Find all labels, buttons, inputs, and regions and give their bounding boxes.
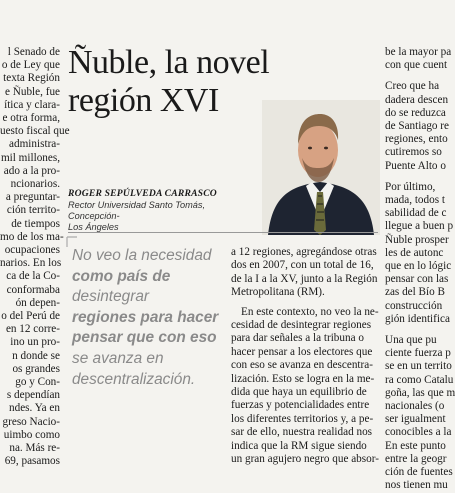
text-line: que en lo lógic [385,260,452,273]
text-line: ser igualment [385,413,446,426]
text-line [385,72,450,80]
text-line: texta Región [3,72,60,85]
byline-affiliation [68,200,258,233]
text-line: de la I a la XV, junto a la Región [231,272,378,285]
text-line: cutiremos so [385,146,442,159]
headline-line: Ñuble, la novel [68,44,270,81]
section-divider [68,232,378,233]
text-line: ción de fuentes [385,466,453,479]
text-line: a preguntar- [5,191,60,204]
text-line: os grandes [12,362,60,375]
text-line: ado a la pro- [3,164,60,177]
text-line: conformaba [6,283,60,296]
text-line: mada, todos t [385,194,445,207]
pull-quote-line: regiones para hacer [72,308,219,326]
text-line: Metropolitana (RM). [231,286,325,299]
text-line: mil millones, [0,151,60,164]
text-line: mo de los ma- [0,230,64,243]
text-line: dadera descen [385,93,449,106]
text-line: do se reduzca [385,106,446,119]
text-line: ra como Catalu [385,373,454,386]
text-line: zas del Bío B [385,286,445,299]
text-line: nacionales (o [385,400,445,413]
text-line: go y Con- [15,376,60,389]
text-line: lización. Esto se logra en la me- [231,372,375,385]
text-line: se en un territo [385,360,452,373]
text-line: nos tienen mu [385,479,448,492]
text-line: ón depen- [15,296,60,309]
text-line: cesidad de desintegrar regiones [231,319,372,332]
text-line: les de autonc [385,246,444,259]
pull-quote-line: descentralización. [72,370,196,388]
affiliation-line: Los Ángeles [68,222,119,232]
pull-quote-line: No veo la necesidad [72,247,212,264]
text-line: narios. En los [0,257,62,270]
text-line: dida que haya un equilibrio de [231,386,367,399]
text-line: greso Nacio- [2,415,60,428]
text-line: regiones, ento [385,133,448,146]
text-line: de Santiago re [385,120,449,133]
text-line: conocibles a la [385,426,452,439]
text-line: los diferentes territorios y, a pe- [231,412,374,425]
text-line: En este contexto, no veo la ne- [241,305,379,318]
text-line: ocupaciones [4,244,60,257]
text-line: a 12 regiones, agregándose otras [231,246,377,258]
text-line: uimbo como [3,428,60,441]
text-line: gión identifica [385,312,450,325]
text-line: s dependían [6,389,60,402]
text-line: na. Más re- [9,442,60,455]
text-line: con eso se avanza en descentra- [231,359,373,372]
text-line: entre la geogr [385,452,447,465]
pull-quote-line: se avanza en [72,349,164,367]
portrait-image [262,100,380,235]
text-line: l Senado de [7,46,60,58]
text-line: n donde se [12,349,60,362]
right-column-text [385,46,455,493]
text-line: de tiempos [11,217,60,230]
pull-quote-line: pensar que con eso [72,329,217,347]
pull-quote [72,246,228,390]
text-line: ncionarios. [10,178,60,191]
text-line: en 12 corre- [5,323,60,336]
author-photo [262,100,380,235]
text-line: o del Perú de [1,310,60,323]
text-line: Una que pu [385,334,437,347]
left-column-text [0,46,70,469]
text-line: llegue a buen p [385,220,454,233]
pull-quote-line: como país de [72,267,171,285]
byline-author: ROGER SEPÚLVEDA CARRASCO [68,188,217,199]
text-line: e otra forma, [2,112,60,125]
text-line: ción territo- [6,204,60,217]
text-line: Creo que ha [385,80,440,93]
affiliation-line: Rector Universidad Santo Tomás, Concepción- [68,200,206,221]
text-line: indica que la RM sigue siendo [231,439,367,452]
text-line: be la mayor pa [385,46,452,58]
text-line: Puente Alto o [385,159,446,172]
text-line: sar de ello, nuestra realidad nos [231,426,373,439]
text-line: ciente fuerza p [385,347,451,360]
text-line: dos en 2007, con un total de 16, [231,259,374,272]
text-line [385,326,450,334]
text-line: hacer pensar a los electores que [231,345,373,358]
text-line: o de Ley que [1,59,60,72]
text-line: pensar con las [385,273,449,286]
text-line: con que cuent [385,59,448,72]
headline-line: región XVI [68,82,219,119]
text-line: 69, pasamos [4,455,60,468]
text-line: construcción [385,299,443,312]
text-line: ino un pro- [10,336,60,349]
text-line: En este punto [385,439,446,452]
text-line: administra- [9,138,60,151]
text-line: ca de la Co- [6,270,60,283]
text-line: ítica y clara- [4,98,60,111]
middle-column-text [231,246,381,467]
text-line: Por último, [385,180,436,193]
text-line: para dar señales a la tribuna o [231,332,364,345]
pull-quote-line: desintegrar [72,288,149,306]
text-line: goña, las que m [385,386,455,399]
text-line: e Ñuble, fue [5,85,60,98]
text-line: Ñuble prosper [385,233,449,246]
text-line [385,173,450,181]
text-line: sabilidad de c [385,207,447,220]
text-line: fuerzas y potencialidades entre [231,399,370,412]
text-line: uesto fiscal que [0,125,70,138]
text-line: ndes. Ya en [9,402,60,415]
text-line: un gran agujero negro que absor- [231,453,379,466]
